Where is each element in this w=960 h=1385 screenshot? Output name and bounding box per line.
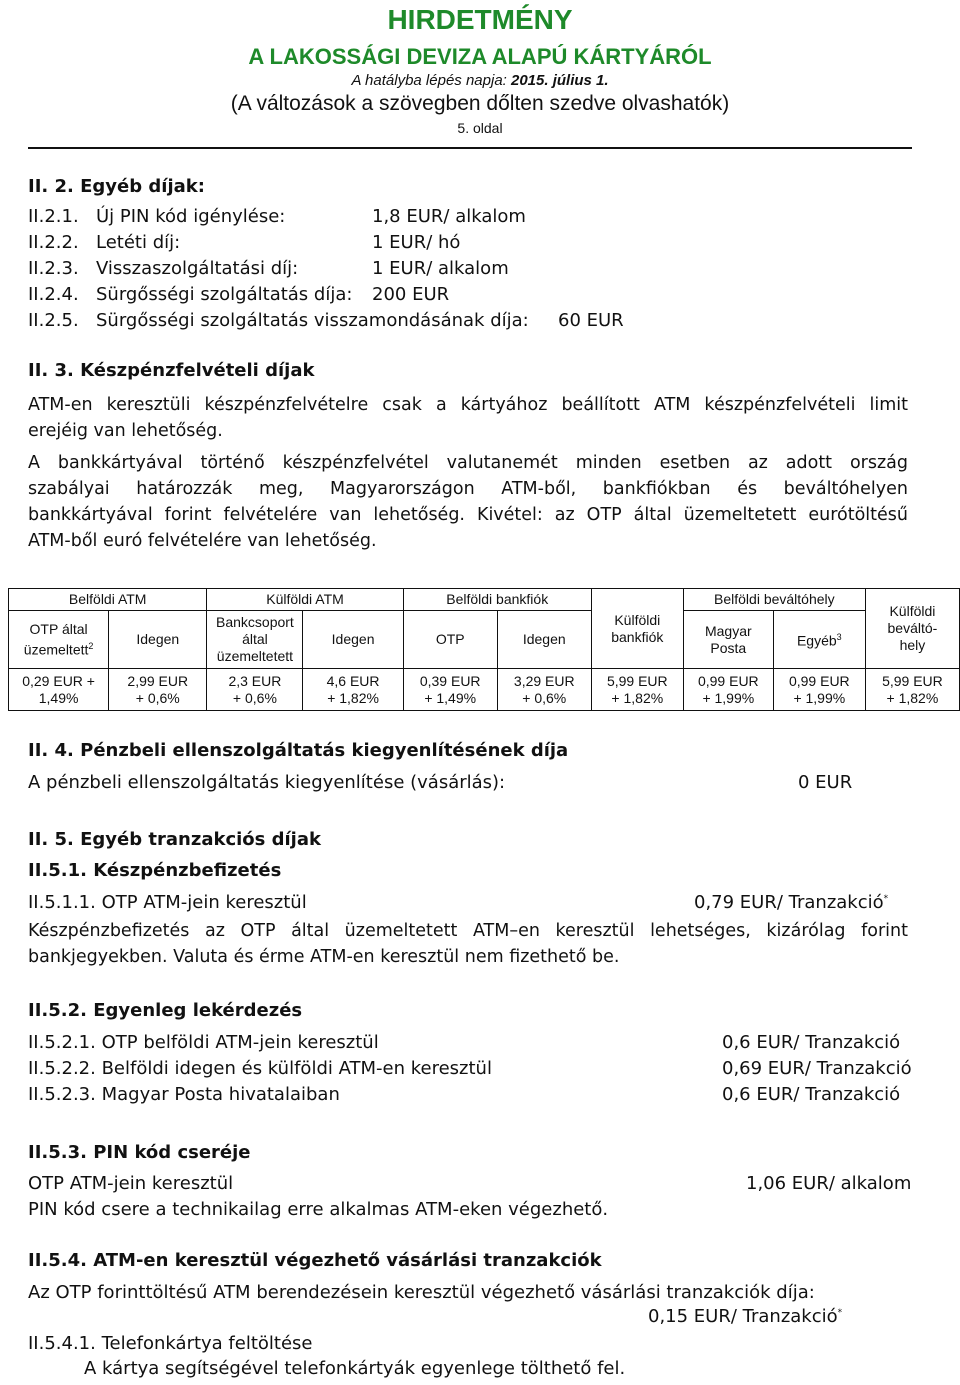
atm-purchase-text: Az OTP forinttöltésű ATM berendezésein keresztül végezhető vásárlási tranzakciók díja: bbox=[28, 1282, 815, 1303]
header-line: Bankcsoport bbox=[216, 614, 294, 630]
paragraph-line: Készpénzbefizetés az OTP által üzemeltetett ATM–en keresztül lehetséges, kizárólag forint bbox=[28, 921, 908, 941]
effective-date: 2015. július 1. bbox=[511, 72, 609, 89]
fee-cell bbox=[403, 669, 497, 711]
header-foreign-atm: Külföldi ATM bbox=[207, 589, 403, 611]
fee-cell bbox=[497, 669, 591, 711]
phone-topup-label: II.5.4.1. Telefonkártya feltöltése bbox=[28, 1333, 313, 1354]
pin-change-value: 1,06 EUR/ alkalom bbox=[746, 1173, 912, 1194]
atm-limit-paragraph bbox=[28, 392, 908, 444]
fee-row-value: 1,8 EUR/ alkalom bbox=[372, 206, 526, 227]
pin-change-label: OTP ATM-jein keresztül bbox=[28, 1173, 234, 1194]
fee-row-code: II.2.2. bbox=[28, 232, 79, 253]
subheader-otp: OTP bbox=[403, 611, 497, 669]
balance-fee-value: 0,6 EUR/ Tranzakció bbox=[722, 1084, 901, 1105]
header-line: üzemeltetett bbox=[216, 648, 294, 664]
balance-fee-label: II.5.2.2. Belföldi idegen és külföldi ATM-en keresztül bbox=[28, 1058, 492, 1079]
fee-value-text: 0,15 EUR/ Tranzakció bbox=[648, 1306, 838, 1327]
header-line: Külföldi bbox=[889, 603, 936, 619]
balance-fee-label: II.5.2.3. Magyar Posta hivatalaiban bbox=[28, 1084, 340, 1105]
paragraph-line: erejéig van lehetőség. bbox=[28, 421, 223, 441]
header-line: Posta bbox=[710, 639, 747, 656]
fee-percent: + 1,82% bbox=[886, 689, 939, 706]
cash-withdrawal-fee-table bbox=[8, 588, 960, 711]
fee-cell bbox=[773, 669, 865, 711]
paragraph-line: ATM-en keresztüli készpénzfelvételre csak a kártyához beállított ATM készpénzfelvételi limit bbox=[28, 395, 908, 415]
paragraph-line: bankjegyekben. Valuta és érme ATM-en keresztül nem fizethető be. bbox=[28, 947, 620, 967]
fee-percent: + 0,6% bbox=[522, 689, 567, 706]
section-heading-2-5-4: II.5.4. ATM-en keresztül végezhető vásárlási tranzakciók bbox=[28, 1250, 602, 1271]
section-heading-2-5: II. 5. Egyéb tranzakciós díjak bbox=[28, 829, 321, 850]
fee-row-code: II.2.3. bbox=[28, 258, 79, 279]
fee-amount: 0,29 EUR + bbox=[22, 672, 95, 689]
fee-row-label: Sürgősségi szolgáltatás visszamondásának díja: bbox=[96, 310, 529, 331]
footnote-mark: * bbox=[837, 1308, 843, 1318]
fee-amount: 0,99 EUR bbox=[788, 672, 850, 689]
fee-amount: 2,3 EUR bbox=[228, 672, 282, 689]
purchase-fee-label: A pénzbeli ellenszolgáltatás kiegyenlítése (vásárlás): bbox=[28, 772, 506, 793]
fee-row-label: Új PIN kód igénylése: bbox=[96, 206, 286, 227]
section-heading-2-3: II. 3. Készpénzfelvételi díjak bbox=[28, 360, 315, 381]
fee-row-label: Sürgősségi szolgáltatás díja: bbox=[96, 284, 353, 305]
fee-percent: + 1,82% bbox=[611, 689, 664, 706]
fee-amount: 0,99 EUR bbox=[697, 672, 759, 689]
subheader-post bbox=[683, 611, 773, 669]
fee-row-value: 60 EUR bbox=[558, 310, 624, 331]
fee-cell bbox=[683, 669, 773, 711]
header-divider bbox=[28, 147, 912, 149]
fee-cell bbox=[865, 669, 959, 711]
pin-change-note: PIN kód csere a technikailag erre alkalmas ATM-eken végezhető. bbox=[28, 1199, 609, 1220]
subheader-otp-operated bbox=[9, 611, 109, 669]
fee-amount: 3,29 EUR bbox=[513, 672, 575, 689]
subheader-foreign: Idegen bbox=[497, 611, 591, 669]
balance-fee-value: 0,6 EUR/ Tranzakció bbox=[722, 1032, 901, 1053]
fee-percent: + 1,99% bbox=[702, 689, 755, 706]
fee-row-value: 1 EUR/ hó bbox=[372, 232, 461, 253]
header-line: bankfiók bbox=[611, 628, 664, 645]
header-line: hely bbox=[899, 637, 926, 653]
page-number: 5. oldal bbox=[457, 120, 503, 136]
header-domestic-branch: Belföldi bankfiók bbox=[403, 589, 591, 611]
effective-date-prefix: A hatályba lépés napja: bbox=[351, 72, 511, 89]
fee-amount: 0,39 EUR bbox=[419, 672, 481, 689]
footnote-mark: * bbox=[883, 894, 889, 904]
fee-percent: + 0,6% bbox=[232, 689, 277, 706]
fee-row-code: II.2.4. bbox=[28, 284, 79, 305]
fee-percent: + 1,99% bbox=[793, 689, 846, 706]
section-heading-2-5-1: II.5.1. Készpénzbefizetés bbox=[28, 860, 282, 881]
header-line: Egyéb bbox=[796, 632, 837, 649]
paragraph-line: szabályai határozzák meg, Magyarországon ATM-ből, bankfiókban és beváltóhelyen bbox=[28, 479, 908, 499]
fee-value-text: 0,79 EUR/ Tranzakció bbox=[694, 892, 884, 913]
section-heading-2-5-3: II.5.3. PIN kód cseréje bbox=[28, 1142, 251, 1163]
footnote-mark: 3 bbox=[836, 632, 842, 643]
fee-amount: 4,6 EUR bbox=[326, 672, 380, 689]
fee-row-code: II.2.5. bbox=[28, 310, 79, 331]
balance-fee-label: II.5.2.1. OTP belföldi ATM-jein keresztül bbox=[28, 1032, 379, 1053]
document-title: HIRDETMÉNY bbox=[387, 4, 573, 35]
header-foreign-exchange bbox=[865, 589, 959, 669]
deposit-note bbox=[28, 918, 908, 970]
header-line: Külföldi bbox=[614, 611, 661, 628]
fee-cell bbox=[109, 669, 207, 711]
fee-row-label: Letéti díj: bbox=[96, 232, 181, 253]
atm-purchase-value bbox=[648, 1306, 842, 1327]
fee-row-value: 1 EUR/ alkalom bbox=[372, 258, 509, 279]
fee-percent: + 1,82% bbox=[327, 689, 379, 706]
fee-cell bbox=[303, 669, 403, 711]
header-line: OTP által bbox=[29, 620, 88, 637]
currency-paragraph bbox=[28, 450, 908, 554]
header-line: beváltó- bbox=[887, 620, 938, 636]
fee-percent: + 1,49% bbox=[424, 689, 477, 706]
purchase-fee-value: 0 EUR bbox=[798, 772, 853, 793]
phone-topup-note: A kártya segítségével telefonkártyák egyenlege tölthető fel. bbox=[84, 1358, 626, 1379]
subheader-other bbox=[773, 611, 865, 669]
paragraph-line: ATM-ből euró felvételére van lehetőség. bbox=[28, 531, 377, 551]
changes-note: (A változások a szövegben dőlten szedve olvashatók) bbox=[230, 92, 730, 115]
subheader-foreign: Idegen bbox=[109, 611, 207, 669]
balance-fee-value: 0,69 EUR/ Tranzakció bbox=[722, 1058, 912, 1079]
fee-percent: 1,49% bbox=[38, 689, 79, 706]
section-heading-2-4: II. 4. Pénzbeli ellenszolgáltatás kiegyenlítésének díja bbox=[28, 740, 569, 761]
fee-amount: 2,99 EUR bbox=[127, 672, 189, 689]
fee-cell bbox=[9, 669, 109, 711]
section-heading-2-5-2: II.5.2. Egyenleg lekérdezés bbox=[28, 1000, 303, 1021]
paragraph-line: A bankkártyával történő készpénzfelvétel valutanemét minden esetben az adott ország bbox=[28, 453, 908, 473]
fee-percent: + 0,6% bbox=[135, 689, 180, 706]
header-line: Magyar bbox=[704, 622, 752, 639]
subheader-group-operated bbox=[207, 611, 303, 669]
paragraph-line: bankkártyával forint felvételére van lehetőség. Kivétel: az OTP által üzemeltetett eurótöltésű bbox=[28, 505, 908, 525]
header-line: által bbox=[242, 631, 268, 647]
fee-row-code: II.2.1. bbox=[28, 206, 79, 227]
fee-amount: 5,99 EUR bbox=[606, 672, 668, 689]
header-line: üzemeltett bbox=[23, 641, 89, 658]
header-foreign-branch bbox=[591, 589, 683, 669]
subheader-foreign: Idegen bbox=[303, 611, 403, 669]
deposit-fee-label: II.5.1.1. OTP ATM-jein keresztül bbox=[28, 892, 307, 913]
fee-cell bbox=[207, 669, 303, 711]
deposit-fee-value bbox=[694, 892, 888, 913]
document-subtitle: A LAKOSSÁGI DEVIZA ALAPÚ KÁRTYÁRÓL bbox=[248, 44, 712, 69]
footnote-mark: 2 bbox=[88, 640, 94, 651]
fee-cell bbox=[591, 669, 683, 711]
fee-amount: 5,99 EUR bbox=[882, 672, 943, 689]
effective-date-line bbox=[0, 72, 960, 89]
header-domestic-atm: Belföldi ATM bbox=[9, 589, 207, 611]
fee-row-value: 200 EUR bbox=[372, 284, 450, 305]
fee-row-label: Visszaszolgáltatási díj: bbox=[96, 258, 299, 279]
section-heading-2-2: II. 2. Egyéb díjak: bbox=[28, 176, 205, 197]
header-domestic-exchange: Belföldi beváltóhely bbox=[683, 589, 865, 611]
